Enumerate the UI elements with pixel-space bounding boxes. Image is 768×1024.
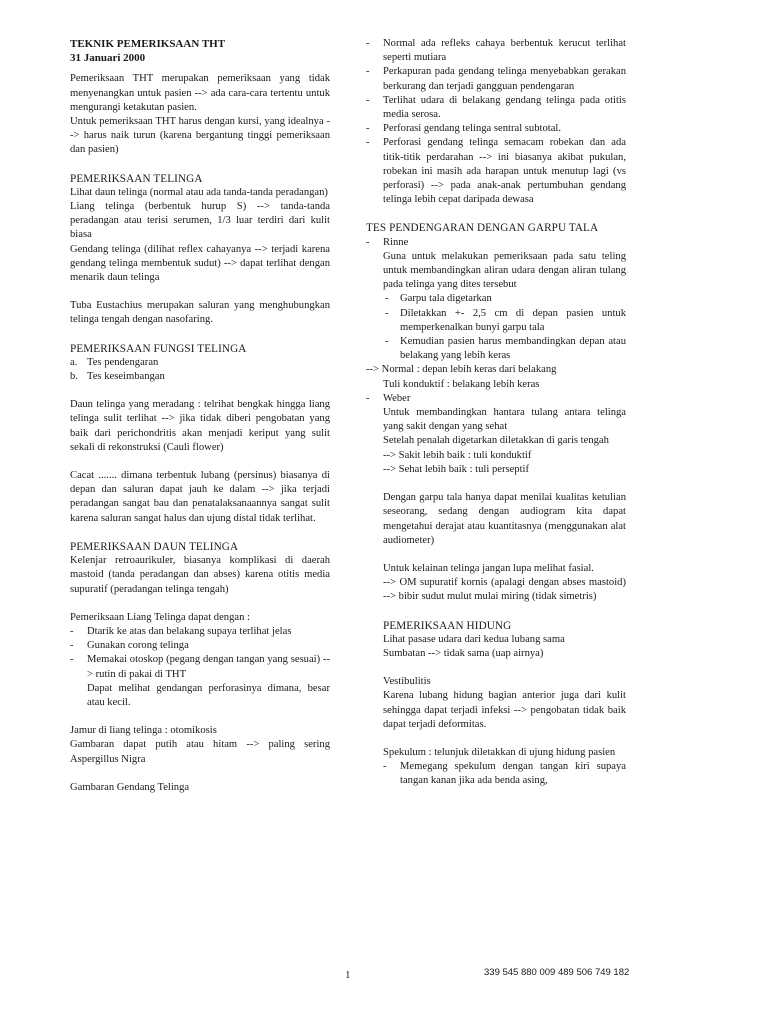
list-item bbox=[366, 392, 626, 477]
rinne-normal: --> Normal : depan lebih keras dari belakang bbox=[366, 364, 557, 376]
list-item: - Dtarik ke atas dan belakang supaya terlihat jelas bbox=[70, 625, 330, 639]
right-indented-block bbox=[366, 491, 626, 788]
kelainan-line-2: --> OM supuratif kornis (apalagi dengan abses mastoid) --> bibir sudut mulut mulai miring (tidak simetris) bbox=[383, 577, 626, 603]
heading-hidung: PEMERIKSAAN HIDUNG bbox=[383, 619, 512, 632]
list-item: - Terlihat udara di belakang gendang telinga pada otitis media serosa. bbox=[366, 94, 626, 122]
weber-label: Weber bbox=[383, 392, 411, 404]
kelainan-line-1: Untuk kelainan telinga jangan lupa melihat fasial. bbox=[383, 562, 594, 574]
document-date: 31 Januari 2000 bbox=[70, 52, 146, 65]
garpu-note: Dengan garpu tala hanya dapat menilai kualitas ketulian seseorang, sedang dengan audiogram kita dapat mengetahui derajat atau kuantitasnya (menggunakan alat audiometer) bbox=[383, 492, 626, 546]
tuba-paragraph: Tuba Eustachius merupakan saluran yang menghubungkan telinga tengah dengan nasofaring. bbox=[70, 300, 330, 326]
weber-description-1: Untuk membandingkan hantara tulang antara telinga yang sakit dengan yang sehat bbox=[383, 407, 626, 433]
rinne-tuli: Tuli konduktif : belakang lebih keras bbox=[383, 378, 540, 390]
heading-fungsi-telinga: PEMERIKSAAN FUNGSI TELINGA bbox=[70, 342, 247, 355]
intro-paragraph-1: Pemeriksaan THT merupakan pemeriksaan yang tidak menyenangkan untuk pasien --> ada cara-cara tertentu untuk mengurangi ketakutan pasien. bbox=[70, 73, 330, 113]
weber-result-1: --> Sakit lebih baik : tuli konduktif bbox=[383, 449, 532, 461]
list-item: - Kemudian pasien harus membandingkan depan atau belakang yang lebih keras bbox=[383, 335, 626, 363]
weber-block bbox=[366, 392, 626, 477]
daun-telinga-paragraph: Daun telinga yang meradang : telrihat bengkak hingga liang telinga sulit terlihat --> jika tidak diberi pengobatan yang baik dari perichondritis akan menjadi keriput yang sulit sekali di rekonstruksi (Cauli flower) bbox=[70, 399, 330, 453]
gambaran-heading: Gambaran Gendang Telinga bbox=[70, 781, 190, 793]
rinne-label: Rinne bbox=[383, 236, 409, 248]
heading-daun-telinga: PEMERIKSAAN DAUN TELINGA bbox=[70, 540, 239, 553]
spekulum-line: Spekulum : telunjuk diletakkan di ujung hidung pasien bbox=[383, 746, 616, 758]
list-item: - Perforasi gendang telinga semacam robekan dan ada titik-titik perdarahan --> ini biasanya akibat pukulan, robekan ini masih ada harapan untuk menutup lagi (vs perforasi) --> pada anak-anak pertumbuhan gendang telinga lebih cepat daripada dewasa bbox=[366, 136, 626, 207]
list-item: - Garpu tala digetarkan bbox=[383, 292, 626, 306]
gendang-list bbox=[366, 37, 626, 207]
list-item: - Normal ada refleks cahaya berbentuk kerucut terlihat seperti mutiara bbox=[366, 37, 626, 65]
heading-pemeriksaan-telinga: PEMERIKSAAN TELINGA bbox=[70, 172, 203, 185]
list-item: a. Tes pendengaran bbox=[70, 356, 159, 368]
liang-intro: Pemeriksaan Liang Telinga dapat dengan : bbox=[70, 611, 250, 623]
intro-paragraph-2: Untuk pemeriksaan THT harus dengan kursi, yang idealnya --> harus naik turun (karena bergantung tinggi pemeriksaan dan pasien) bbox=[70, 116, 330, 156]
spekulum-list bbox=[383, 760, 626, 788]
vestibulitis-description: Karena lubang hidung bagian anterior juga dari kulit sehingga dapat terjadi infeksi --> pengobatan tidak baik dapat terjadi deformitas. bbox=[383, 690, 626, 730]
telinga-paragraph-1: Lihat daun telinga (normal atau ada tanda-tanda peradangan) bbox=[70, 186, 328, 198]
weber-result-2: --> Sehat lebih baik : tuli perseptif bbox=[383, 463, 530, 475]
document-title: TEKNIK PEMERIKSAAN THT bbox=[70, 38, 226, 50]
jamur-line-2: Gambaran dapat putih atau hitam --> paling sering Aspergillus Nigra bbox=[70, 739, 330, 765]
page-number: 1 bbox=[345, 969, 351, 981]
cacat-paragraph: Cacat ....... dimana terbentuk lubang (persinus) biasanya di depan dan saluran dapat jauh ke dalam --> jika terjadi peradangan sangat bau dan penatalaksanaannya sangat sulit karena saluran sangat halus dan ujung distal tidak terlihat. bbox=[70, 470, 330, 524]
left-column bbox=[70, 37, 330, 795]
hidung-line-2: Sumbatan --> tidak sama (uap airnya) bbox=[383, 647, 544, 659]
document-code: 339 545 880 009 489 506 749 182 bbox=[484, 967, 630, 978]
list-item: - Perforasi gendang telinga sentral subtotal. bbox=[366, 122, 626, 136]
list-item: - Gunakan corong telinga bbox=[70, 639, 330, 653]
liang-note: Dapat melihat gendangan perforasinya dimana, besar atau kecil. bbox=[87, 682, 330, 708]
list-item: - Memegang spekulum dengan tangan kiri supaya tangan kanan jika ada benda asing, bbox=[383, 760, 626, 788]
kelenjar-paragraph: Kelenjar retroaurikuler, biasanya komplikasi di daerah mastoid (tanda peradangan dan abses) karena otitis media supuratif (peradangan telinga tengah) bbox=[70, 555, 330, 595]
rinne-description: Guna untuk melakukan pemeriksaan pada satu teling untuk membandingkan aliran udara dengan aliran tulang pada telinga yang dites tersebut bbox=[383, 250, 626, 291]
jamur-line-1: Jamur di liang telinga : otomikosis bbox=[70, 725, 217, 737]
fungsi-list bbox=[70, 356, 330, 384]
list-item bbox=[366, 236, 626, 364]
right-column bbox=[366, 37, 626, 789]
list-item: b. Tes keseimbangan bbox=[70, 371, 165, 383]
hidung-line-1: Lihat pasase udara dari kedua lubang sama bbox=[383, 633, 565, 645]
weber-description-2: Setelah penalah digetarkan diletakkan di garis tengah bbox=[383, 435, 609, 447]
list-item: - Diletakkan +- 2,5 cm di depan pasien untuk memperkenalkan bunyi garpu tala bbox=[383, 307, 626, 335]
rinne-steps bbox=[383, 292, 626, 363]
rinne-block bbox=[366, 236, 626, 364]
telinga-paragraph-3: Gendang telinga (dilihat reflex cahayanya --> terjadi karena gendang telinga membentuk sudut) --> dapat terlihat dengan menarik daun telinga bbox=[70, 243, 330, 284]
vestibulitis-label: Vestibulitis bbox=[383, 676, 431, 688]
list-item: - Memakai otoskop (pegang dengan tangan yang sesuai) --> rutin di pakai di THT bbox=[70, 653, 330, 681]
liang-list bbox=[70, 625, 330, 682]
list-item: - Perkapuran pada gendang telinga menyebabkan gerakan berkurang dan terjadi gangguan pendengaran bbox=[366, 65, 626, 93]
heading-garpu-tala: TES PENDENGARAN DENGAN GARPU TALA bbox=[366, 222, 599, 235]
telinga-paragraph-2: Liang telinga (berbentuk hurup S) --> tanda-tanda peradangan atau terisi serumen, 1/3 luar terdiri dari kulit biasa bbox=[70, 201, 330, 241]
